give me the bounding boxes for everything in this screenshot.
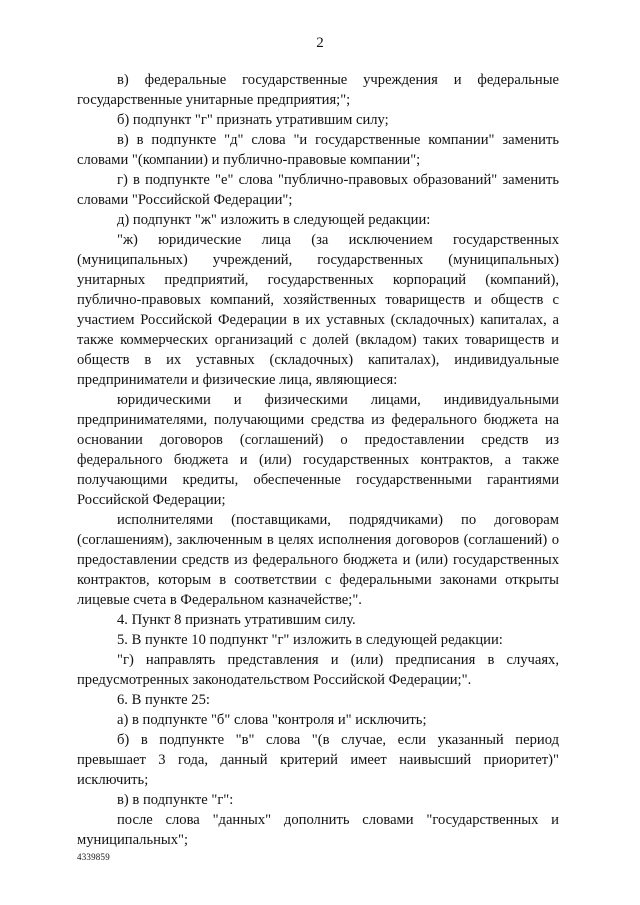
- page-number: 2: [316, 35, 324, 51]
- paragraph: б) подпункт "г" признать утратившим силу;: [117, 112, 389, 128]
- paragraph: исполнителями (поставщиками, подрядчиками) по договорам (соглашениям), заключенным в целях исполнения договоров (соглашений) о предоставлении средств из федерального бюджета и (или) государственных контрактов, которым в соответствии с федеральными законами открыты лицевые счета в Федеральном казначействе;".: [77, 512, 559, 608]
- paragraph: юридическими и физическими лицами, индивидуальными предпринимателями, получающими средства из федерального бюджета на основании договоров (соглашений) о предоставлении средств из федерального бюджета и (или) государственных контрактов, а также получающими кредиты, обеспеченные государственными гарантиями Российской Федерации;: [77, 392, 559, 508]
- paragraph: после слова "данных" дополнить словами "государственных и муниципальных";: [77, 812, 559, 848]
- paragraph: б) в подпункте "в" слова "(в случае, если указанный период превышает 3 года, данный критерий имеет наивысший приоритет)" исключить;: [77, 732, 559, 788]
- paragraph: д) подпункт "ж" изложить в следующей редакции:: [117, 212, 431, 228]
- paragraph: 6. В пункте 25:: [117, 692, 210, 708]
- paragraph: "г) направлять представления и (или) предписания в случаях, предусмотренных законодательством Российской Федерации;".: [77, 652, 559, 688]
- paragraph: 4. Пункт 8 признать утратившим силу.: [117, 612, 356, 628]
- document-body: [77, 70, 559, 850]
- paragraph: в) федеральные государственные учреждения и федеральные государственные унитарные предприятия;";: [77, 72, 559, 108]
- document-code: 4339859: [77, 852, 110, 862]
- paragraph: в) в подпункте "г":: [117, 792, 234, 808]
- paragraph: "ж) юридические лица (за исключением государственных (муниципальных) учреждений, государственных (муниципальных) унитарных предприятий, государственных корпораций (компаний), публично-правовых компаний, хозяйственных товариществ и обществ с участием Российской Федерации в их уставных (складочных) капиталах, а также коммерческих организаций с долей (вкладом) таких товариществ и обществ в их уставных (складочных) капиталах), индивидуальные предприниматели и физические лица, являющиеся:: [77, 232, 559, 388]
- paragraph: 5. В пункте 10 подпункт "г" изложить в следующей редакции:: [117, 632, 503, 648]
- paragraph: в) в подпункте "д" слова "и государственные компании" заменить словами "(компании) и публично-правовые компании";: [77, 132, 559, 168]
- paragraph: а) в подпункте "б" слова "контроля и" исключить;: [117, 712, 427, 728]
- paragraph: г) в подпункте "е" слова "публично-правовых образований" заменить словами "Российской Федерации";: [77, 172, 559, 208]
